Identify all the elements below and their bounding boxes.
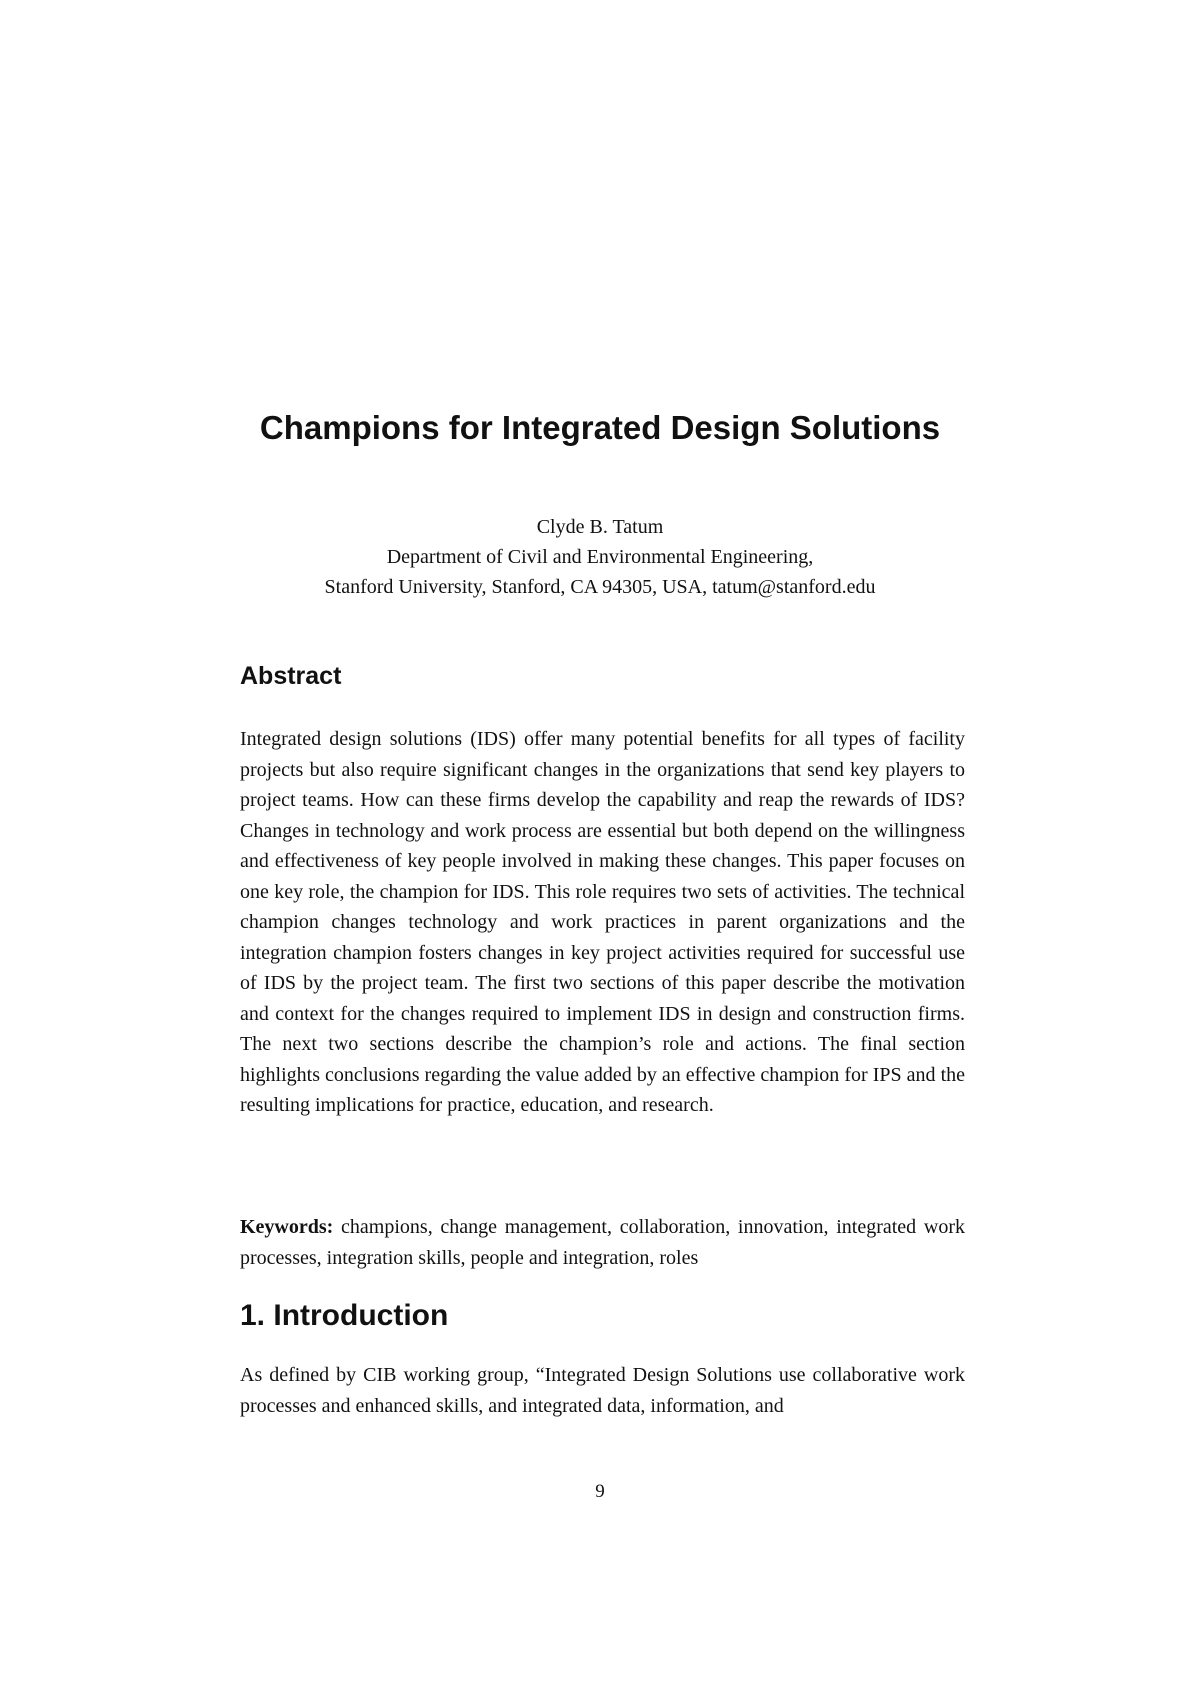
page-number: 9 (595, 1481, 605, 1502)
abstract-paragraph: Integrated design solutions (IDS) offer many potential benefits for all types of facility projects but also require significant changes in the organizations that send key players to project teams. How can these firms develop the capability and reap the rewards of IDS? Changes in technology and work process are essential but both depend on the willingness and effectiveness of key people involved in making these changes. This paper focuses on one key role, the champion for IDS. This role requires two sets of activities. The technical champion changes technology and work practices in parent organizations and the integration champion fosters changes in key project activities required for successful use of IDS by the project team. The first two sections of this paper describe the motivation and context for the changes required to implement IDS in design and construction firms. The next two sections describe the champion’s role and actions. The final section highlights conclusions regarding the value added by an effective champion for IPS and the resulting implications for practice, education, and research. (240, 728, 965, 1116)
author-block (0, 512, 1200, 602)
introduction-heading: 1. Introduction (240, 1299, 449, 1332)
affiliation-line-1: Department of Civil and Environmental Engineering, (386, 546, 814, 568)
author-name: Clyde B. Tatum (536, 516, 664, 538)
introduction-paragraph: As defined by CIB working group, “Integrated Design Solutions use collaborative work processes and enhanced skills, and integrated data, information, and (240, 1364, 965, 1417)
keywords-label: Keywords: (240, 1216, 334, 1238)
keywords-paragraph (240, 1212, 965, 1273)
abstract-heading: Abstract (240, 662, 342, 690)
keywords-list: champions, change management, collaboration, innovation, integrated work processes, integration skills, people and integration, roles (240, 1216, 965, 1269)
affiliation-line-2: Stanford University, Stanford, CA 94305, USA, tatum@stanford.edu (324, 576, 876, 598)
paper-title: Champions for Integrated Design Solutions (259, 409, 941, 446)
